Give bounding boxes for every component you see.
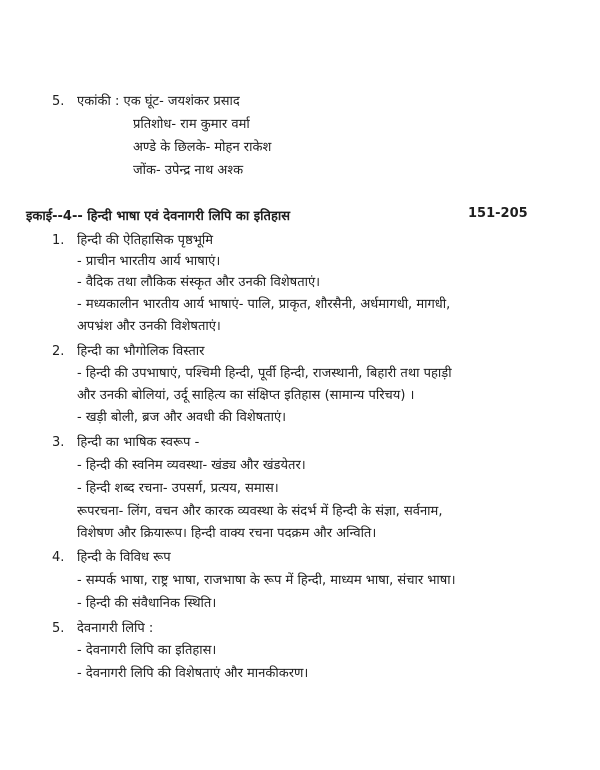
section-heading: हिन्दी की ऐतिहासिक पृष्ठभूमि	[77, 233, 214, 248]
section-line: - वैदिक तथा लौकिक संस्कृत और उनकी विशेषताएं।	[77, 275, 321, 290]
ekanki-line-1: एकांकी : एक घूंट- जयशंकर प्रसाद	[77, 94, 240, 109]
section-heading: देवनागरी लिपि :	[77, 621, 154, 636]
section-heading: हिन्दी का भाषिक स्वरूप -	[77, 435, 200, 450]
section-number: 1.	[52, 233, 65, 248]
section-line: - हिन्दी की स्वनिम व्यवस्था- खंड्य और खंडयेतर।	[77, 458, 306, 473]
section-line: अपभ्रंश और उनकी विशेषताएं।	[77, 319, 221, 334]
section-heading: हिन्दी का भौगोलिक विस्तार	[77, 344, 205, 359]
unit-title: इकाई--4-- हिन्दी भाषा एवं देवनागरी लिपि का इतिहास	[26, 209, 291, 224]
section-number: 2.	[52, 344, 65, 359]
section-line: - खड़ी बोली, ब्रज और अवधी की विशेषताएं।	[77, 410, 287, 425]
ekanki-line-3: अण्डे के छिलके- मोहन राकेश	[133, 140, 272, 155]
section-line: - हिन्दी की संवैधानिक स्थिति।	[77, 596, 217, 611]
section-number: 3.	[52, 435, 65, 450]
section-line: और उनकी बोलियां, उर्दू साहित्य का संक्षिप्त इतिहास (सामान्य परिचय) ।	[77, 388, 415, 403]
ekanki-number: 5.	[52, 94, 65, 109]
section-heading: हिन्दी के विविध रूप	[77, 550, 171, 565]
unit-page-range: 151-205	[468, 206, 528, 221]
section-line: - देवनागरी लिपि की विशेषताएं और मानकीकरण।	[77, 666, 309, 681]
ekanki-line-2: प्रतिशोध- राम कुमार वर्मा	[133, 117, 250, 132]
section-line: - देवनागरी लिपि का इतिहास।	[77, 643, 217, 658]
section-line: - हिन्दी की उपभाषाएं, पश्चिमी हिन्दी, पूर्वी हिन्दी, राजस्थानी, बिहारी तथा पहाड़ी	[77, 366, 452, 381]
unit-heading	[26, 206, 546, 226]
section-line: - प्राचीन भारतीय आर्य भाषाएं।	[77, 254, 221, 269]
ekanki-line-4: जोंक- उपेन्द्र नाथ अश्क	[133, 163, 244, 178]
section-line: विशेषण और क्रियारूप। हिन्दी वाक्य रचना पदक्रम और अन्विति।	[77, 526, 377, 541]
section-number: 4.	[52, 550, 65, 565]
section-line: - हिन्दी शब्द रचना- उपसर्ग, प्रत्यय, समास।	[77, 481, 279, 496]
section-line: रूपरचना- लिंग, वचन और कारक व्यवस्था के संदर्भ में हिन्दी के संज्ञा, सर्वनाम,	[77, 504, 443, 519]
section-number: 5.	[52, 621, 65, 636]
section-line: - मध्यकालीन भारतीय आर्य भाषाएं- पालि, प्राकृत, शौरसैनी, अर्धमागधी, मागधी,	[77, 297, 451, 312]
section-line: - सम्पर्क भाषा, राष्ट्र भाषा, राजभाषा के रूप में हिन्दी, माध्यम भाषा, संचार भाषा।	[77, 573, 456, 588]
